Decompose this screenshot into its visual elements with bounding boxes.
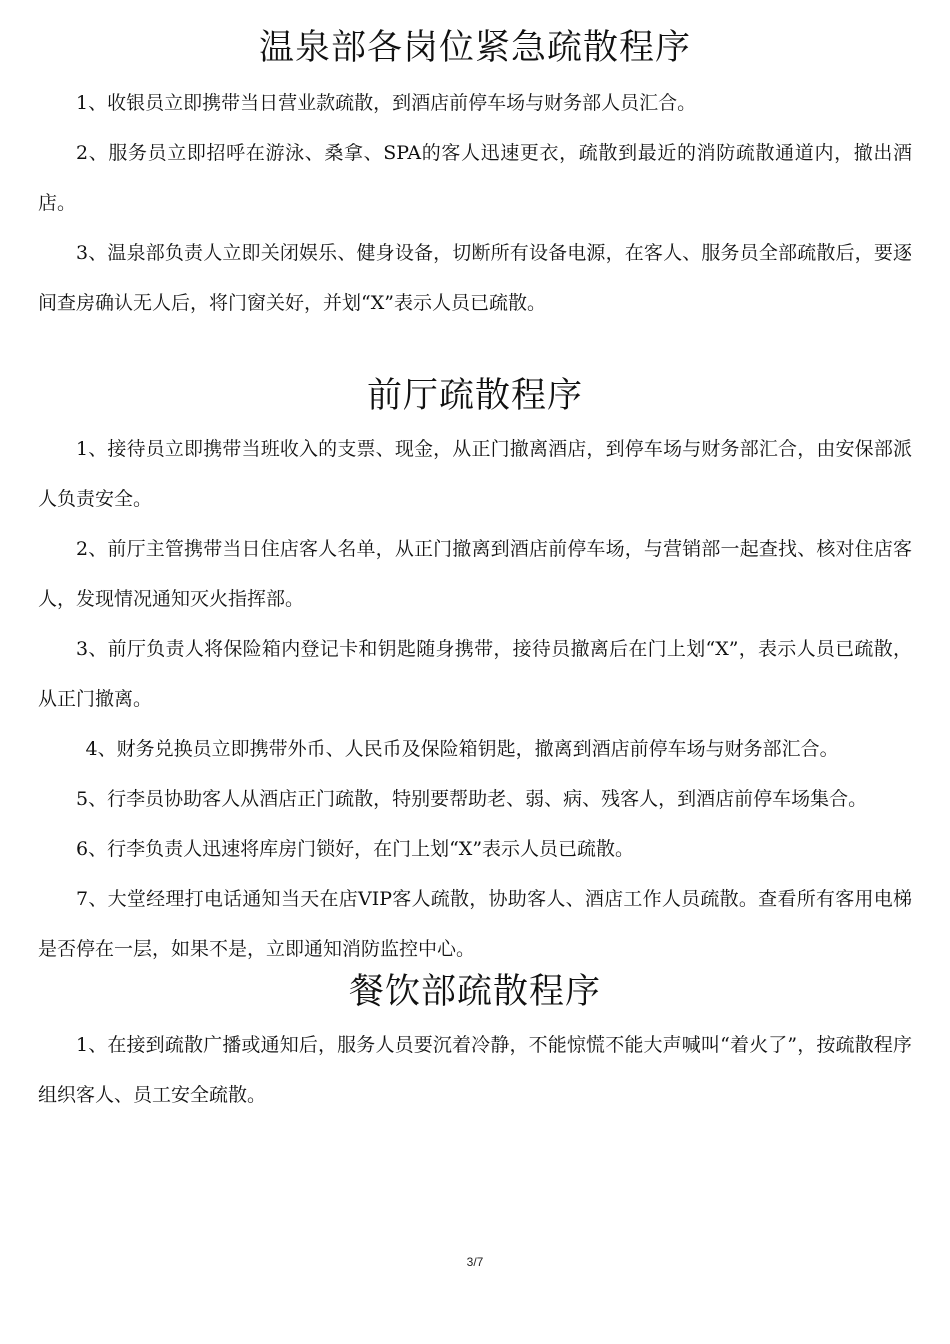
- hot-spring-item-2: 2、服务员立即招呼在游泳、桑拿、SPA的客人迅速更衣，疏散到最近的消防疏散通道内，撤出酒店。: [38, 142, 912, 214]
- page-number: 3/7: [466, 1255, 484, 1269]
- front-office-item-1: 1、接待员立即携带当班收入的支票、现金，从正门撤离酒店，到停车场与财务部汇合，由安保部派人负责安全。: [38, 438, 912, 510]
- hot-spring-item-1: 1、收银员立即携带当日营业款疏散，到酒店前停车场与财务部人员汇合。: [76, 92, 697, 114]
- food-beverage-item-1: 1、在接到疏散广播或通知后，服务人员要沉着冷静，不能惊慌不能大声喊叫“着火了”，按疏散程序组织客人、员工安全疏散。: [38, 1034, 912, 1106]
- front-office-item-4: 4、财务兑换员立即携带外币、人民币及保险箱钥匙，撤离到酒店前停车场与财务部汇合。: [85, 738, 839, 760]
- front-office-item-6: 6、行李负责人迅速将库房门锁好，在门上划“X”表示人员已疏散。: [76, 838, 635, 860]
- hot-spring-item-3: 3、温泉部负责人立即关闭娱乐、健身设备，切断所有设备电源，在客人、服务员全部疏散后，要逐间查房确认无人后，将门窗关好，并划“X”表示人员已疏散。: [38, 242, 912, 314]
- front-office-item-5: 5、行李员协助客人从酒店正门疏散，特别要帮助老、弱、病、残客人，到酒店前停车场集合。: [76, 788, 868, 810]
- front-office-item-7: 7、大堂经理打电话通知当天在店VIP客人疏散，协助客人、酒店工作人员疏散。查看所有客用电梯是否停在一层，如果不是，立即通知消防监控中心。: [38, 888, 912, 960]
- document-page: [38, 22, 912, 1120]
- section-title-front-office: 前厅疏散程序: [366, 376, 583, 416]
- front-office-item-3: 3、前厅负责人将保险箱内登记卡和钥匙随身携带，接待员撤离后在门上划“X”，表示人员已疏散，从正门撤离。: [38, 638, 912, 710]
- section-title-hot-spring: 温泉部各岗位紧急疏散程序: [258, 28, 691, 68]
- section-spacer: [38, 328, 912, 370]
- front-office-item-2: 2、前厅主管携带当日住店客人名单，从正门撤离到酒店前停车场，与营销部一起查找、核对住店客人，发现情况通知灭火指挥部。: [38, 538, 912, 610]
- section-title-food-beverage: 餐饮部疏散程序: [348, 972, 601, 1012]
